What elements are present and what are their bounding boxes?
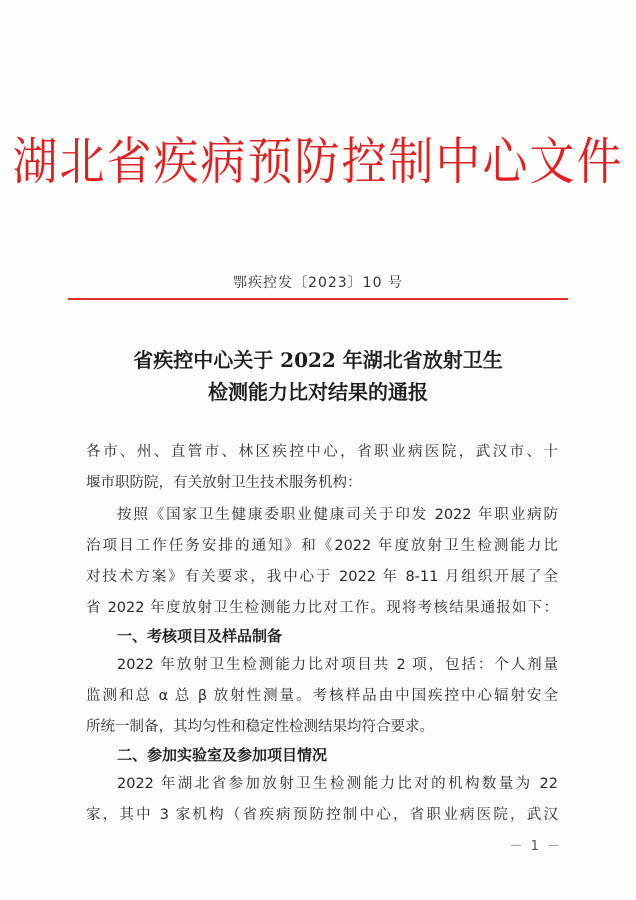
issuing-organization-header: 湖北省疾病预防控制中心文件 (12, 131, 624, 192)
section-heading-1: 一、考核项目及样品制备 (117, 627, 283, 645)
section-heading-2: 二、参加实验室及参加项目情况 (117, 746, 328, 764)
salutation-line-1: 各市、州、直管市、林区疾控中心，省职业病医院，武汉市、十 (86, 444, 558, 460)
paragraph-2-line-2: 监测和总 α 总 β 放射性测量。考核样品由中国疾控中心辐射安全 (86, 688, 558, 704)
paragraph-2-line-3: 所统一制备，其均匀性和稳定性检测结果均符合要求。 (86, 719, 434, 735)
notice-title-line-1: 省疾控中心关于 2022 年湖北省放射卫生 (133, 348, 503, 372)
document-number: 鄂疾控发〔2023〕10 号 (233, 275, 403, 291)
paragraph-1-line-4: 省 2022 年度放射卫生检测能力比对工作。现将考核结果通报如下： (86, 600, 558, 616)
salutation-line-2: 堰市职防院，有关放射卫生技术服务机构： (86, 475, 362, 491)
paragraph-1-line-3: 对技术方案》有关要求，我中心于 2022 年 8-11 月组织开展了全 (86, 569, 558, 585)
paragraph-1-line-2: 治项目工作任务安排的通知》和《2022 年度放射卫生检测能力比 (86, 538, 558, 554)
paragraph-2-line-1: 2022 年放射卫生检测能力比对项目共 2 项，包括：个人剂量 (117, 657, 558, 673)
red-separator-line (68, 298, 568, 300)
page-number: － 1 － (509, 839, 562, 854)
paragraph-1-line-1: 按照《国家卫生健康委职业健康司关于印发 2022 年职业病防 (117, 507, 558, 523)
paragraph-3-line-2: 家，其中 3 家机构（省疾病预防控制中心，省职业病医院，武汉 (86, 807, 558, 823)
notice-title-line-2: 检测能力比对结果的通报 (208, 380, 428, 404)
paragraph-3-line-1: 2022 年湖北省参加放射卫生检测能力比对的机构数量为 22 (117, 776, 558, 792)
